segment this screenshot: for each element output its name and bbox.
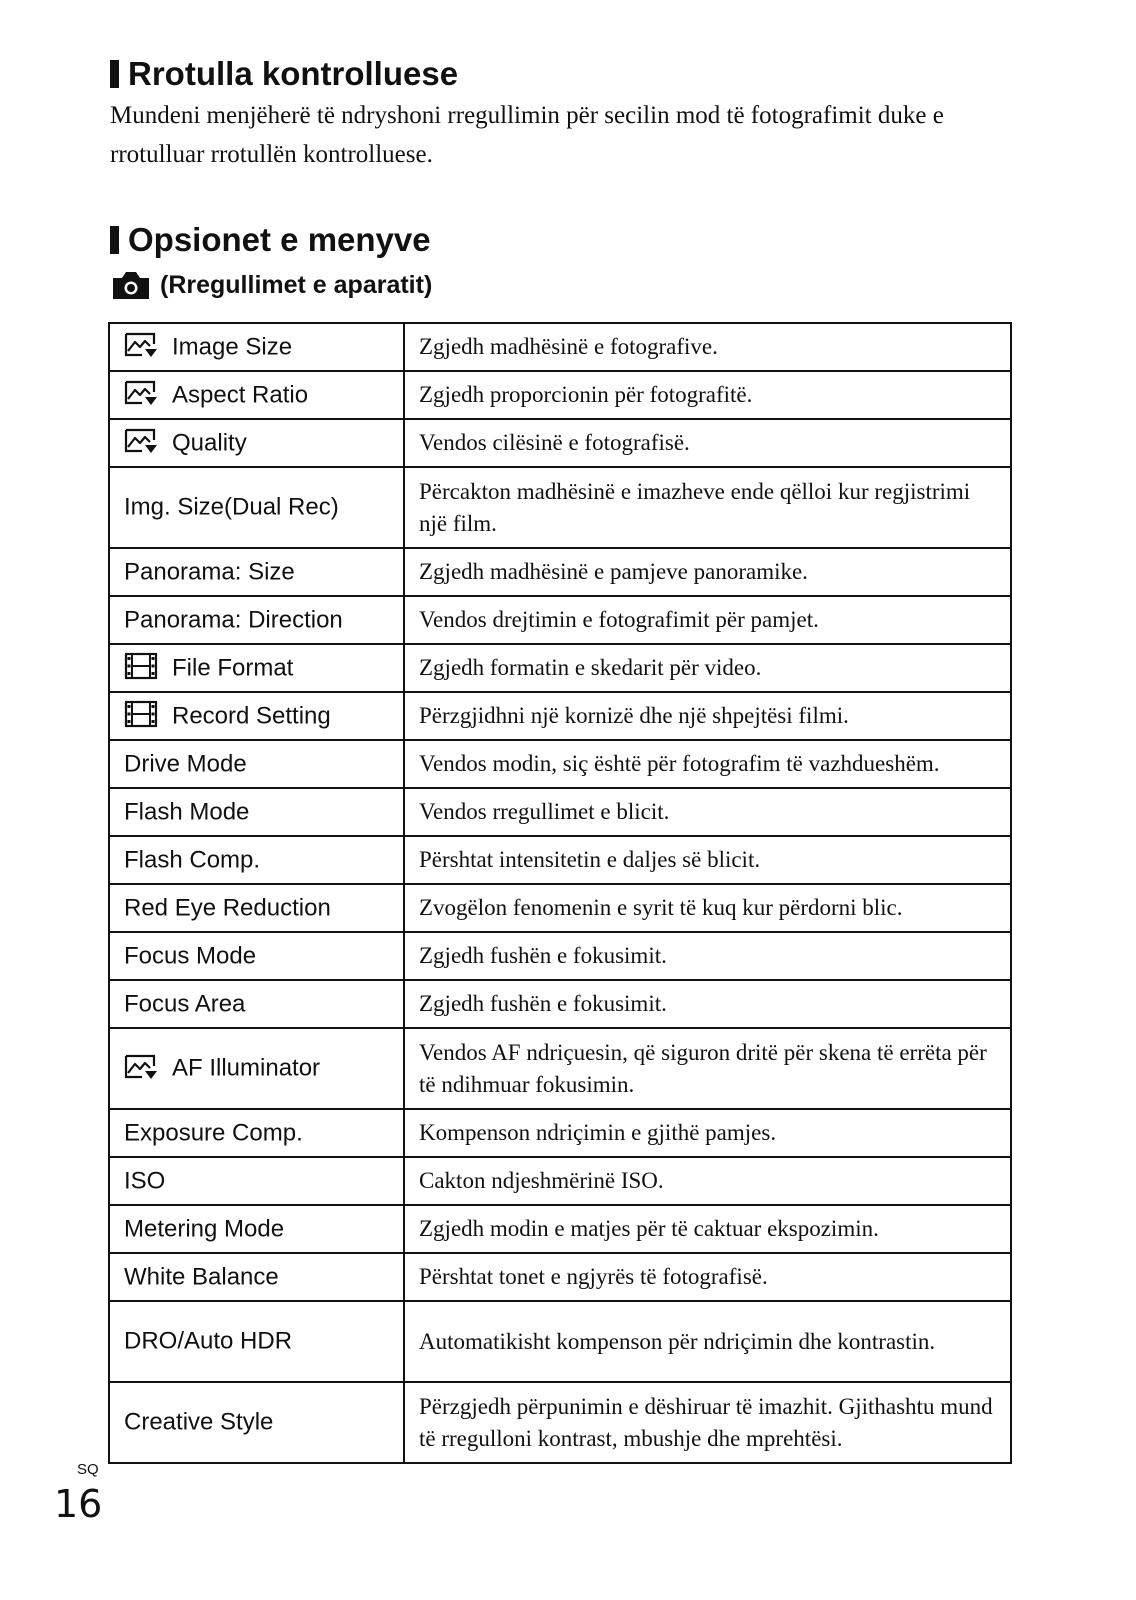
table-row bbox=[109, 596, 1011, 644]
table-row bbox=[109, 371, 1011, 419]
table-row bbox=[109, 1253, 1011, 1301]
menu-item-name-cell bbox=[109, 1028, 404, 1109]
movie-film-icon bbox=[124, 652, 158, 680]
menu-item-description: Kompenson ndriçimin e gjithë pamjes. bbox=[404, 1109, 1011, 1157]
menu-item-name: Metering Mode bbox=[124, 1215, 285, 1243]
table-row bbox=[109, 692, 1011, 740]
menu-item-name-cell bbox=[109, 596, 404, 644]
menu-item-description: Zgjedh fushën e fokusimit. bbox=[404, 932, 1011, 980]
menu-item-description: Vendos modin, siç është për fotografim të vazhdueshëm. bbox=[404, 740, 1011, 788]
menu-item-description: Përcakton madhësinë e imazheve ende qëlloi kur regjistrimi një film. bbox=[404, 467, 1011, 548]
menu-item-name: Panorama: Size bbox=[124, 558, 295, 586]
menu-item-name-cell bbox=[109, 1205, 404, 1253]
menu-item-name: File Format bbox=[172, 654, 294, 682]
section-heading-menu-options bbox=[110, 220, 431, 260]
menu-item-name: Quality bbox=[172, 429, 247, 457]
camera-settings-subheading bbox=[112, 267, 432, 303]
table-row bbox=[109, 1028, 1011, 1109]
menu-item-name: Flash Mode bbox=[124, 798, 250, 826]
menu-item-name-cell bbox=[109, 1301, 404, 1382]
heading-marker bbox=[110, 60, 119, 88]
menu-item-name-cell bbox=[109, 932, 404, 980]
table-row bbox=[109, 740, 1011, 788]
table-row bbox=[109, 1109, 1011, 1157]
still-image-icon bbox=[124, 379, 158, 407]
menu-item-description: Vendos AF ndriçuesin, që siguron dritë për skena të errëta për të ndihmuar fokusimin. bbox=[404, 1028, 1011, 1109]
menu-options-table-body bbox=[109, 323, 1011, 1463]
table-row bbox=[109, 932, 1011, 980]
menu-item-name: Record Setting bbox=[172, 702, 331, 730]
menu-item-description: Vendos rregullimet e blicit. bbox=[404, 788, 1011, 836]
menu-item-name: White Balance bbox=[124, 1263, 279, 1291]
menu-item-name-cell bbox=[109, 323, 404, 371]
menu-item-description: Zgjedh madhësinë e pamjeve panoramike. bbox=[404, 548, 1011, 596]
section-title: Opsionet e menyve bbox=[128, 221, 431, 258]
heading-marker bbox=[110, 226, 119, 254]
menu-item-name-cell bbox=[109, 1157, 404, 1205]
menu-item-name-cell bbox=[109, 692, 404, 740]
menu-item-name: Img. Size(Dual Rec) bbox=[124, 493, 339, 521]
section-title: Rrotulla kontrolluese bbox=[128, 55, 459, 92]
subheading-text: (Rregullimet e aparatit) bbox=[160, 270, 433, 299]
table-row bbox=[109, 1205, 1011, 1253]
menu-item-description: Vendos drejtimin e fotografimit për pamjet. bbox=[404, 596, 1011, 644]
menu-item-description: Cakton ndjeshmërinë ISO. bbox=[404, 1157, 1011, 1205]
menu-item-name-cell bbox=[109, 419, 404, 467]
menu-item-name: Aspect Ratio bbox=[172, 381, 309, 409]
menu-item-description: Zvogëlon fenomenin e syrit të kuq kur përdorni blic. bbox=[404, 884, 1011, 932]
menu-item-name: Focus Mode bbox=[124, 942, 257, 970]
menu-item-name: Drive Mode bbox=[124, 750, 247, 778]
menu-item-name-cell bbox=[109, 740, 404, 788]
table-row bbox=[109, 644, 1011, 692]
table-row bbox=[109, 548, 1011, 596]
menu-item-description: Zgjedh modin e matjes për të caktuar ekspozimin. bbox=[404, 1205, 1011, 1253]
page-number: 16 bbox=[54, 1482, 103, 1526]
menu-item-description: Përshtat tonet e ngjyrës të fotografisë. bbox=[404, 1253, 1011, 1301]
table-row bbox=[109, 884, 1011, 932]
menu-item-name-cell bbox=[109, 371, 404, 419]
menu-item-description: Zgjedh fushën e fokusimit. bbox=[404, 980, 1011, 1028]
menu-item-name: Creative Style bbox=[124, 1408, 274, 1436]
menu-item-name-cell bbox=[109, 1253, 404, 1301]
menu-item-name: Image Size bbox=[172, 333, 293, 361]
language-code: SQ bbox=[77, 1461, 99, 1478]
menu-item-description: Përzgjidhni një kornizë dhe një shpejtësi filmi. bbox=[404, 692, 1011, 740]
menu-item-name: Exposure Comp. bbox=[124, 1119, 303, 1147]
menu-options-table bbox=[108, 322, 1012, 1464]
menu-item-name: Focus Area bbox=[124, 990, 246, 1018]
menu-item-description: Automatikisht kompenson për ndriçimin dhe kontrastin. bbox=[404, 1301, 1011, 1382]
menu-item-description: Zgjedh formatin e skedarit për video. bbox=[404, 644, 1011, 692]
menu-item-description: Zgjedh madhësinë e fotografive. bbox=[404, 323, 1011, 371]
menu-item-name: ISO bbox=[124, 1167, 166, 1195]
control-wheel-description: Mundeni menjëherë të ndryshoni rregullimin për secilin mod të fotografimit duke e rrotulluar rrotullën kontrolluese. bbox=[110, 102, 944, 168]
menu-item-description: Përzgjedh përpunimin e dëshiruar të imazhit. Gjithashtu mund të rregulloni kontrast, mbushje dhe mprehtësi. bbox=[404, 1382, 1011, 1463]
still-image-icon bbox=[124, 1053, 158, 1081]
menu-item-name: Red Eye Reduction bbox=[124, 894, 331, 922]
menu-item-description: Përshtat intensitetin e daljes së blicit. bbox=[404, 836, 1011, 884]
still-image-icon bbox=[124, 427, 158, 455]
table-row bbox=[109, 836, 1011, 884]
menu-item-name-cell bbox=[109, 1109, 404, 1157]
table-row bbox=[109, 1301, 1011, 1382]
camera-icon bbox=[112, 270, 150, 300]
table-row bbox=[109, 467, 1011, 548]
menu-item-name: Flash Comp. bbox=[124, 846, 261, 874]
menu-item-name: DRO/Auto HDR bbox=[124, 1327, 293, 1355]
movie-film-icon bbox=[124, 700, 158, 728]
menu-item-name-cell bbox=[109, 548, 404, 596]
table-row bbox=[109, 980, 1011, 1028]
table-row bbox=[109, 419, 1011, 467]
menu-item-name-cell bbox=[109, 467, 404, 548]
menu-item-description: Vendos cilësinë e fotografisë. bbox=[404, 419, 1011, 467]
menu-item-name-cell bbox=[109, 980, 404, 1028]
menu-item-name: Panorama: Direction bbox=[124, 606, 343, 634]
menu-item-description: Zgjedh proporcionin për fotografitë. bbox=[404, 371, 1011, 419]
menu-item-name-cell bbox=[109, 884, 404, 932]
menu-item-name-cell bbox=[109, 1382, 404, 1463]
table-row bbox=[109, 788, 1011, 836]
table-row bbox=[109, 323, 1011, 371]
menu-item-name-cell bbox=[109, 788, 404, 836]
table-row bbox=[109, 1157, 1011, 1205]
menu-item-name-cell bbox=[109, 836, 404, 884]
menu-item-name: AF Illuminator bbox=[172, 1054, 321, 1082]
still-image-icon bbox=[124, 331, 158, 359]
section-heading-control-wheel bbox=[110, 54, 458, 94]
menu-item-name-cell bbox=[109, 644, 404, 692]
table-row bbox=[109, 1382, 1011, 1463]
